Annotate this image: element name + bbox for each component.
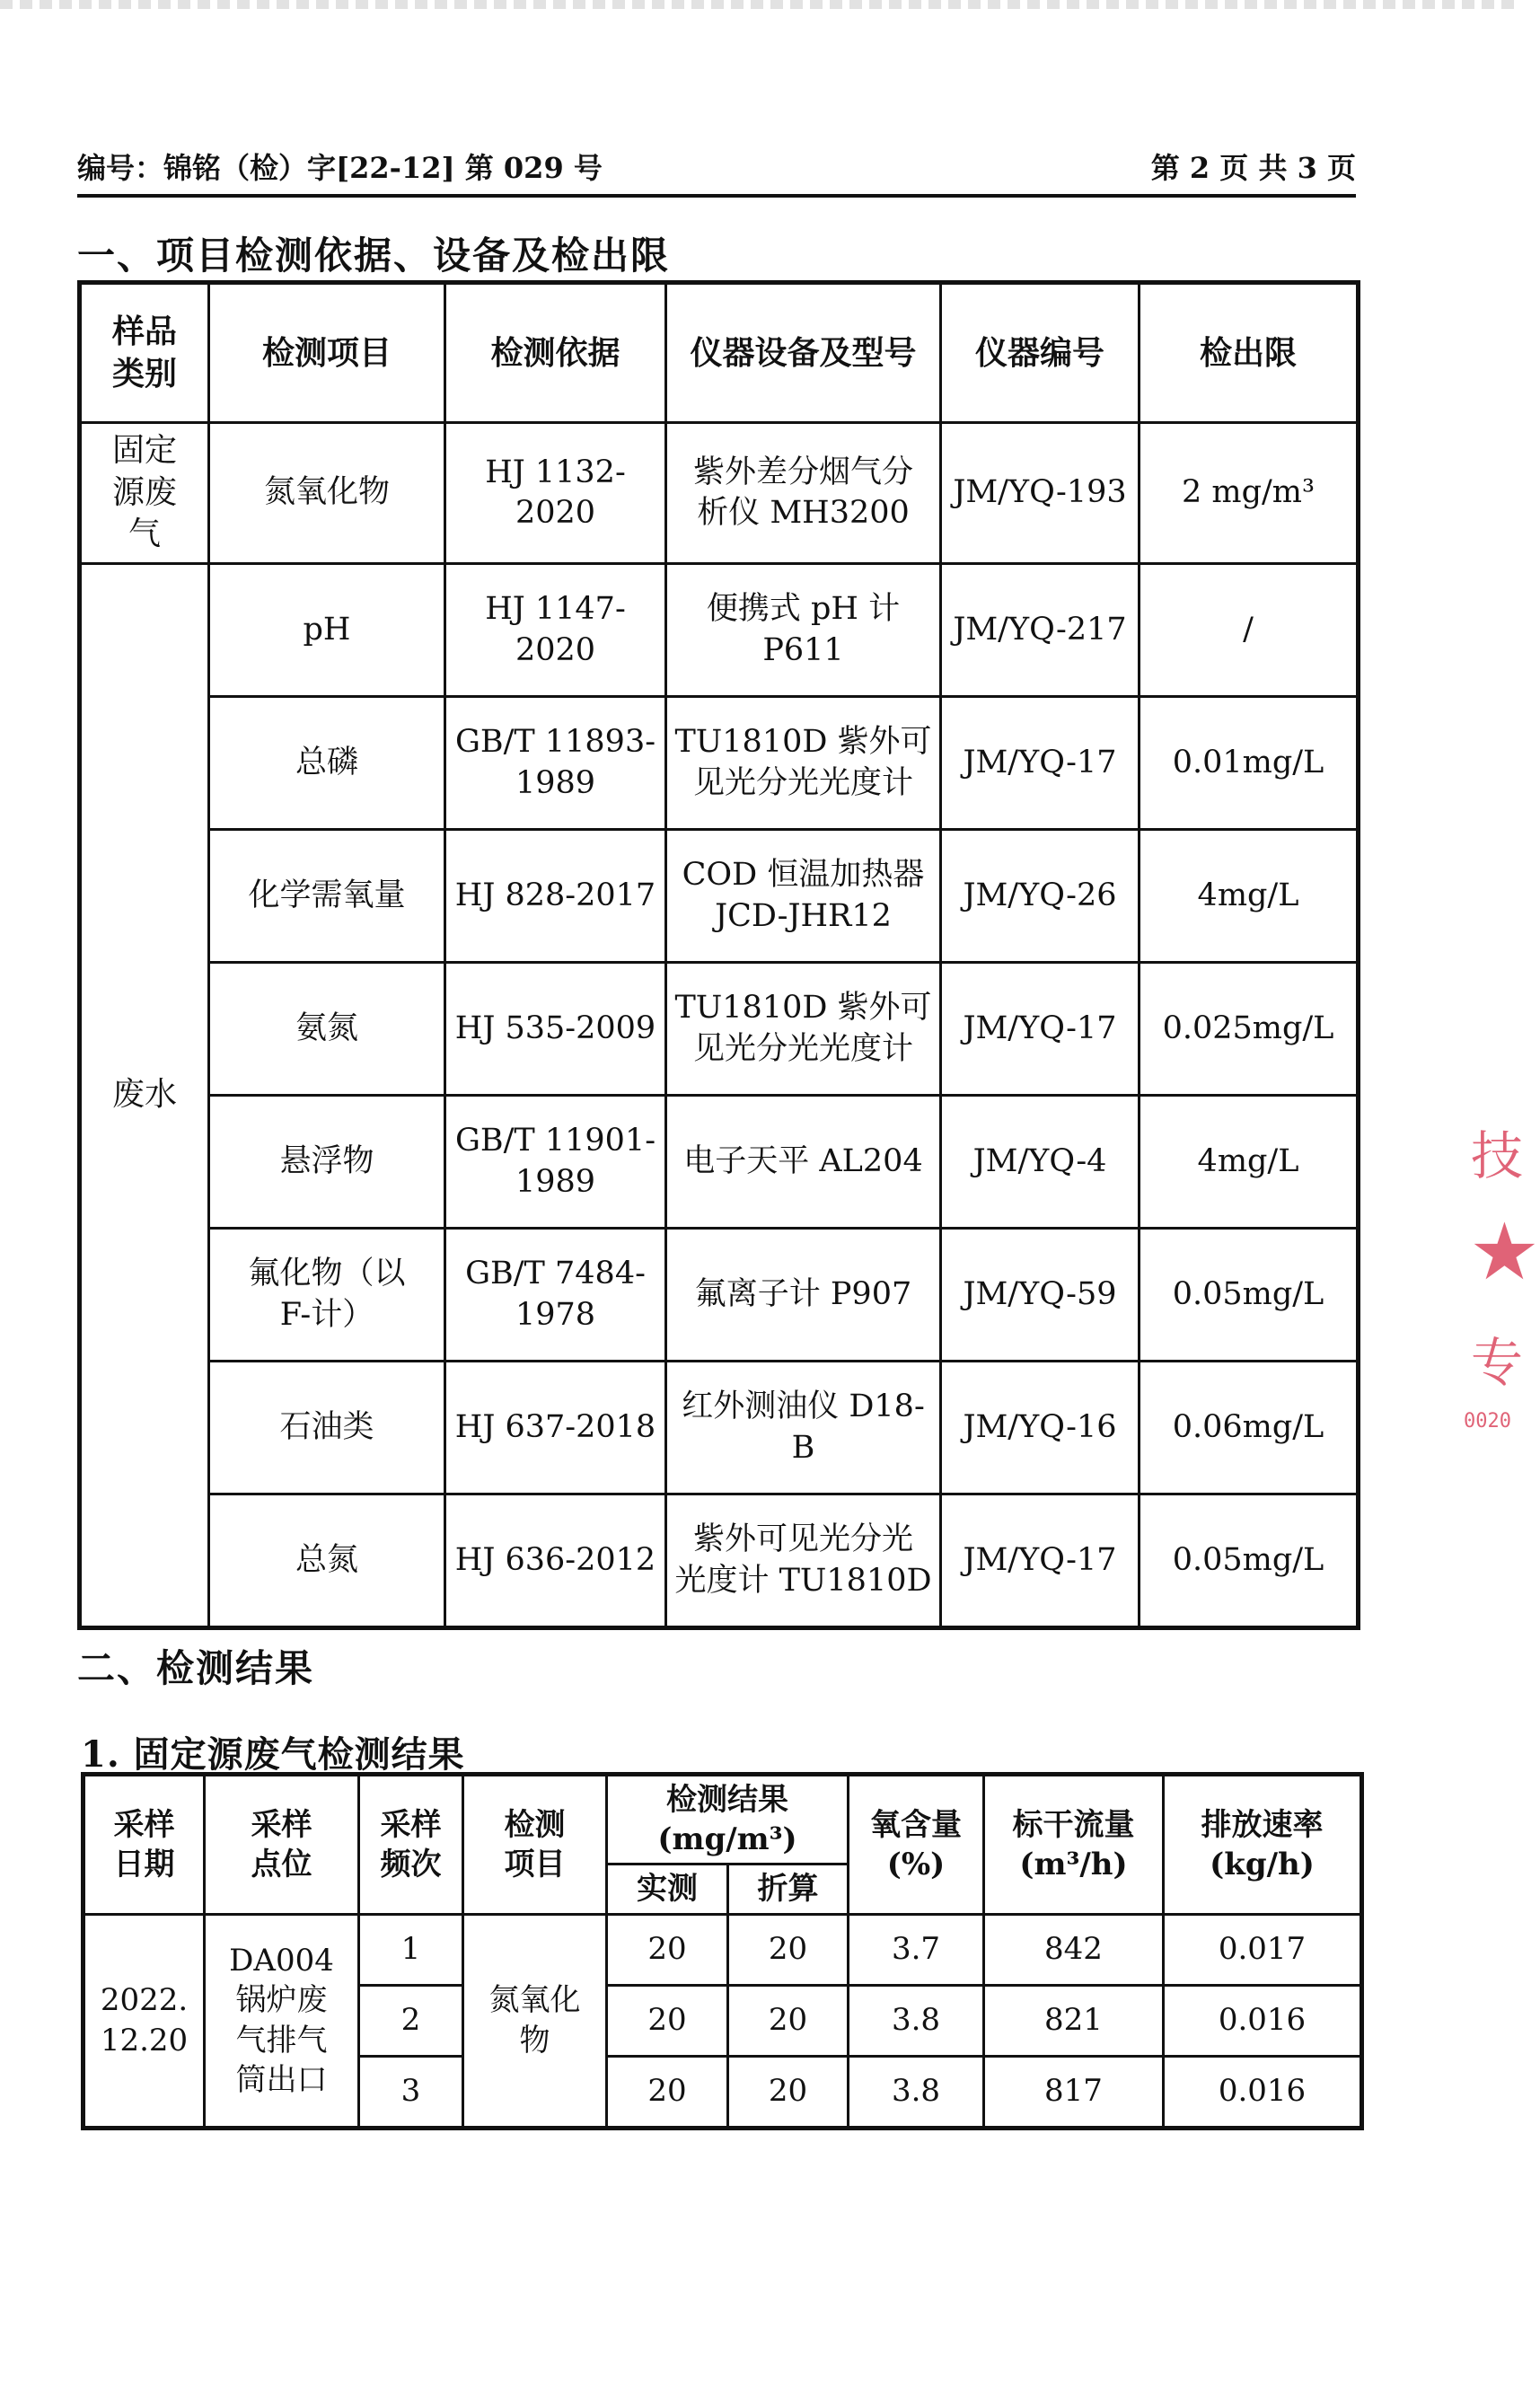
basis-cell: GB/T 7484- 1978: [445, 1229, 666, 1362]
subsection1-title: 1. 固定源废气检测结果: [81, 1733, 465, 1776]
item-cell: 总磷: [209, 697, 445, 830]
col-header-measured: 实测: [607, 1864, 728, 1914]
col-header-device: 仪器设备及型号: [666, 283, 941, 423]
limit-cell: 4mg/L: [1140, 830, 1359, 963]
device-id-cell: JM/YQ-59: [941, 1229, 1140, 1362]
table-row: [80, 423, 1359, 564]
oxygen-cell: 3.8: [849, 1985, 984, 2056]
device-id-cell: JM/YQ-193: [941, 423, 1140, 564]
converted-cell: 20: [728, 2056, 849, 2128]
category-water: 废水: [80, 564, 209, 1628]
item-cell: 悬浮物: [209, 1096, 445, 1229]
basis-equipment-table: [77, 280, 1360, 1630]
converted-cell: 20: [728, 1985, 849, 2056]
col-header-freq: 采样 频次: [359, 1775, 463, 1915]
measured-cell: 20: [607, 2056, 728, 2128]
device-id-cell: JM/YQ-17: [941, 697, 1140, 830]
basis-cell: HJ 1132-2020: [445, 423, 666, 564]
section1-title: 一、项目检测依据、设备及检出限: [77, 234, 671, 278]
basis-cell: HJ 636-2012: [445, 1494, 666, 1628]
freq-cell: 1: [359, 1914, 463, 1985]
test-item: 氮氧化 物: [463, 1914, 607, 2128]
limit-cell: 0.05mg/L: [1140, 1229, 1359, 1362]
item-cell: 石油类: [209, 1362, 445, 1494]
basis-cell: HJ 535-2009: [445, 963, 666, 1096]
col-header-date: 采样 日期: [84, 1775, 205, 1915]
limit-cell: 0.025mg/L: [1140, 963, 1359, 1096]
item-cell: 化学需氧量: [209, 830, 445, 963]
device-id-cell: JM/YQ-217: [941, 564, 1140, 697]
limit-cell: 0.05mg/L: [1140, 1494, 1359, 1628]
flow-cell: 821: [984, 1985, 1164, 2056]
page-info: 第 2 页 共 3 页: [1150, 151, 1356, 185]
table-row: [80, 1494, 1359, 1628]
measured-cell: 20: [607, 1985, 728, 2056]
device-id-cell: JM/YQ-26: [941, 830, 1140, 963]
rate-cell: 0.016: [1164, 2056, 1362, 2128]
stamp-char: 技: [1471, 1125, 1524, 1186]
flow-cell: 817: [984, 2056, 1164, 2128]
col-header-result: 检测结果 (mg/m³): [607, 1775, 849, 1864]
sampling-point: DA004 锅炉废 气排气 筒出口: [205, 1914, 359, 2128]
device-cell: TU1810D 紫外可 见光分光光度计: [666, 963, 941, 1096]
device-id-cell: JM/YQ-17: [941, 963, 1140, 1096]
col-header-category: 样品 类别: [80, 283, 209, 423]
table-row: [84, 1914, 1362, 1985]
col-header-item: 检测 项目: [463, 1775, 607, 1915]
sampling-date: 2022. 12.20: [84, 1914, 205, 2128]
stamp-char: 专: [1471, 1332, 1524, 1393]
device-id-cell: JM/YQ-4: [941, 1096, 1140, 1229]
device-cell: 电子天平 AL204: [666, 1096, 941, 1229]
col-header-rate: 排放速率 (kg/h): [1164, 1775, 1362, 1915]
basis-cell: GB/T 11893- 1989: [445, 697, 666, 830]
official-seal-stamp: [1464, 1105, 1540, 1446]
table-row: [80, 1229, 1359, 1362]
table-row: [80, 963, 1359, 1096]
limit-cell: /: [1140, 564, 1359, 697]
results-header-row: [84, 1775, 1362, 1864]
device-cell: 红外测油仪 D18- B: [666, 1362, 941, 1494]
device-cell: 氟离子计 P907: [666, 1229, 941, 1362]
col-header-limit: 检出限: [1140, 283, 1359, 423]
limit-cell: 4mg/L: [1140, 1096, 1359, 1229]
col-header-device-id: 仪器编号: [941, 283, 1140, 423]
scan-top-edge: [0, 0, 1519, 9]
rate-cell: 0.017: [1164, 1914, 1362, 1985]
table-row: [80, 830, 1359, 963]
page-header: [77, 151, 1356, 198]
limit-cell: 0.06mg/L: [1140, 1362, 1359, 1494]
oxygen-cell: 3.8: [849, 2056, 984, 2128]
basis-cell: HJ 1147-2020: [445, 564, 666, 697]
item-cell: pH: [209, 564, 445, 697]
table-row: [80, 697, 1359, 830]
measured-cell: 20: [607, 1914, 728, 1985]
freq-cell: 2: [359, 1985, 463, 2056]
basis-cell: HJ 637-2018: [445, 1362, 666, 1494]
freq-cell: 3: [359, 2056, 463, 2128]
col-header-oxygen: 氧含量 (%): [849, 1775, 984, 1915]
col-header-item: 检测项目: [209, 283, 445, 423]
table-header-row: [80, 283, 1359, 423]
device-id-cell: JM/YQ-16: [941, 1362, 1140, 1494]
category-gas: 固定 源废 气: [80, 423, 209, 564]
device-cell: 紫外差分烟气分 析仪 MH3200: [666, 423, 941, 564]
item-cell: 总氮: [209, 1494, 445, 1628]
item-cell: 氨氮: [209, 963, 445, 1096]
device-cell: COD 恒温加热器 JCD-JHR12: [666, 830, 941, 963]
device-cell: 便携式 pH 计 P611: [666, 564, 941, 697]
col-header-converted: 折算: [728, 1864, 849, 1914]
table-row: [80, 564, 1359, 697]
item-cell: 氟化物（以 F-计）: [209, 1229, 445, 1362]
item-cell: 氮氧化物: [209, 423, 445, 564]
section2-title: 二、检测结果: [77, 1646, 315, 1690]
table-row: [80, 1096, 1359, 1229]
converted-cell: 20: [728, 1914, 849, 1985]
report-number: 编号：锦铭（检）字[22-12] 第 029 号: [77, 151, 603, 185]
device-cell: TU1810D 紫外可 见光分光光度计: [666, 697, 941, 830]
limit-cell: 0.01mg/L: [1140, 697, 1359, 830]
col-header-point: 采样 点位: [205, 1775, 359, 1915]
stamp-number: 0020: [1464, 1410, 1511, 1433]
gas-results-table: [81, 1772, 1364, 2130]
col-header-basis: 检测依据: [445, 283, 666, 423]
device-cell: 紫外可见光分光 光度计 TU1810D: [666, 1494, 941, 1628]
device-id-cell: JM/YQ-17: [941, 1494, 1140, 1628]
basis-cell: HJ 828-2017: [445, 830, 666, 963]
star-icon: ★: [1469, 1205, 1540, 1298]
limit-cell: 2 mg/m³: [1140, 423, 1359, 564]
flow-cell: 842: [984, 1914, 1164, 1985]
rate-cell: 0.016: [1164, 1985, 1362, 2056]
col-header-flow: 标干流量 (m³/h): [984, 1775, 1164, 1915]
oxygen-cell: 3.7: [849, 1914, 984, 1985]
table-row: [80, 1362, 1359, 1494]
basis-cell: GB/T 11901- 1989: [445, 1096, 666, 1229]
